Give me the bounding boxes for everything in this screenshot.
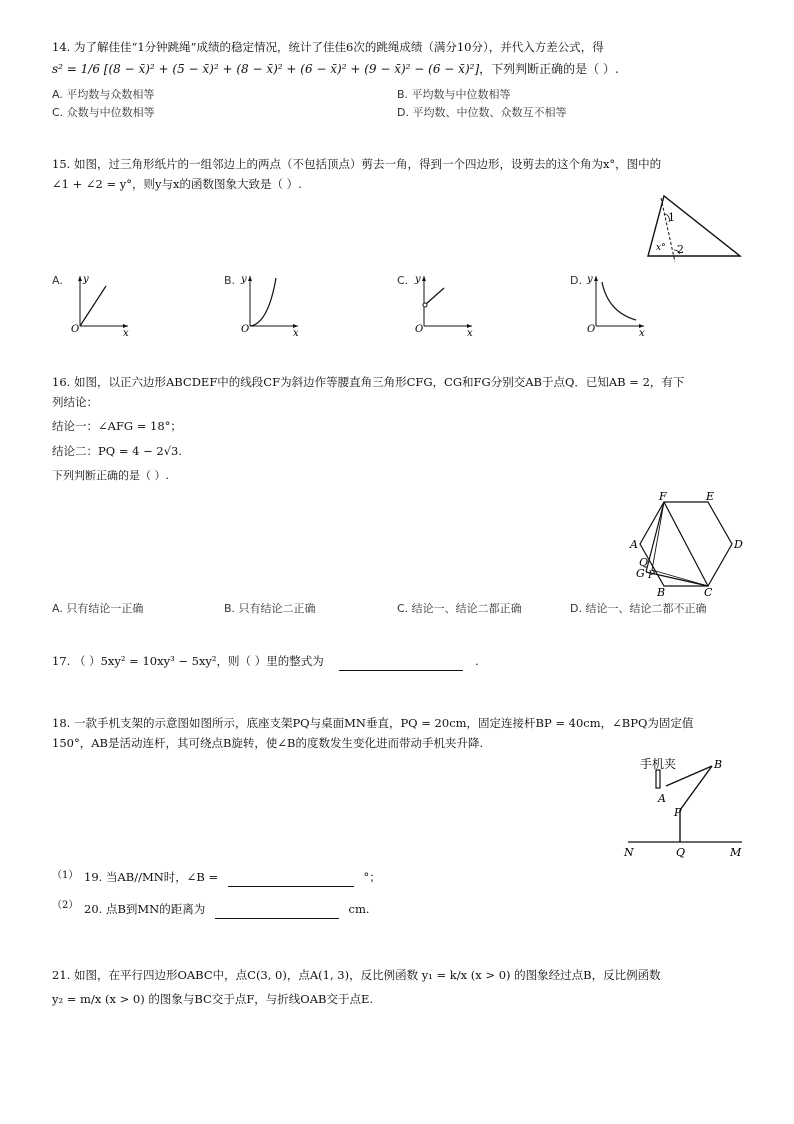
point-e-label: E	[706, 490, 715, 503]
graph-d-curve	[602, 282, 636, 320]
q15-stem: 15. 如图，过三角形纸片的一组邻边上的两点（不包括顶点）剪去一角，得到一个四边形，设剪去的这个角为x°，图中的	[52, 157, 662, 171]
graph-b-origin: O	[241, 324, 250, 335]
q14-option-c[interactable]: C. 众数与中位数相等	[52, 106, 155, 119]
segment-fg	[646, 502, 664, 572]
graph-a-curve	[80, 286, 106, 326]
q15-triangle-figure	[640, 192, 750, 264]
segment-cf	[664, 502, 708, 586]
q17-answer-blank[interactable]	[339, 656, 463, 671]
q18-sub2-number: （2）	[52, 900, 79, 911]
angle-2-label: 2	[677, 243, 684, 256]
q18-phone-stand-figure	[618, 754, 768, 860]
q15-stem-2: ∠1 + ∠2 = y°，则y与x的函数图象大致是（ ）.	[52, 177, 302, 191]
q16-hexagon-figure	[622, 490, 774, 600]
graph-d-y-label: y	[587, 274, 593, 285]
angle-x-label: x°	[656, 243, 666, 253]
q16-option-a[interactable]: A. 只有结论一正确	[52, 602, 144, 615]
point-f-label: F	[659, 490, 667, 503]
q16-conclusion-2: 结论二：PQ = 4 − 2√3.	[52, 444, 182, 458]
q16-option-c[interactable]: C. 结论一、结论二都正确	[397, 602, 522, 615]
graph-c-origin: O	[415, 324, 424, 335]
q14-option-a[interactable]: A. 平均数与众数相等	[52, 88, 155, 101]
graph-c-y-label: y	[415, 274, 421, 285]
point-d-label: D	[734, 538, 743, 551]
q14-tail: ，下列判断正确的是（ ）.	[479, 62, 619, 76]
q15-option-a[interactable]: A.	[52, 274, 63, 287]
q15-option-b[interactable]: B.	[224, 274, 236, 287]
point-b-label: B	[714, 758, 723, 771]
q15-graph-b	[236, 272, 302, 336]
q18-sub2-end: cm.	[348, 902, 370, 916]
graph-a-x-label: x	[123, 328, 129, 336]
point-g-label: G	[636, 567, 645, 580]
point-a-label: A	[658, 792, 666, 805]
q15-graph-a	[66, 272, 132, 336]
point-c-label: C	[704, 586, 713, 599]
graph-a-y-label: y	[83, 274, 89, 285]
q18-sub2-line	[84, 900, 370, 919]
q18-sub1-line	[84, 868, 381, 887]
graph-c-x-label: x	[467, 328, 473, 336]
point-a-label: A	[630, 538, 638, 551]
point-m-label: M	[730, 846, 742, 859]
q18-stem-2: 150°，AB是活动连杆，其可绕点B旋转，使∠B的度数发生变化进而带动手机夹升降.	[52, 736, 484, 750]
point-n-label: N	[624, 846, 634, 859]
graph-a-origin: O	[71, 324, 80, 335]
q17-line	[52, 652, 479, 671]
q16-prompt: 下列判断正确的是（ ）.	[52, 469, 169, 482]
q16-stem-2: 列结论：	[52, 395, 98, 409]
angle-1-label: 1	[668, 211, 675, 224]
q21-stem: 21. 如图，在平行四边形OABC中，点C(3, 0)，点A(1, 3)，反比例函数 y₁ = k/x (x > 0) 的图象经过点B，反比例函数	[52, 968, 661, 982]
q14-formula: s² = 1/6 [(8 − x̄)² + (5 − x̄)² + (8 − x̄)² + (6 − x̄)² + (9 − x̄)² − (6 − x̄)²]	[52, 62, 480, 76]
q15-option-c[interactable]: C.	[397, 274, 409, 287]
q16-option-d[interactable]: D. 结论一、结论二都不正确	[570, 602, 707, 615]
q14-formula-line	[52, 60, 619, 79]
q17-end: .	[475, 654, 479, 668]
q15-graph-c	[410, 272, 476, 336]
phone-clip-label: 手机夹	[640, 757, 677, 771]
q18-sub2-stem: 20. 点B到MN的距离为	[84, 902, 206, 916]
point-q-label: Q	[676, 846, 686, 859]
q15-option-d[interactable]: D.	[570, 274, 582, 287]
graph-c-curve	[426, 288, 444, 304]
q14-stem: 14. 为了解佳佳“1分钟跳绳”成绩的稳定情况，统计了佳佳6次的跳绳成绩（满分10分），并代入方差公式，得	[52, 40, 604, 54]
q18-sub2-answer-blank[interactable]	[215, 904, 339, 919]
point-q-label: Q	[639, 556, 649, 569]
graph-d-x-label: x	[639, 328, 645, 336]
q18-sub1-answer-blank[interactable]	[228, 872, 354, 887]
graph-c-open-point	[423, 303, 427, 307]
q18-stem: 18. 一款手机支架的示意图如图所示，底座支架PQ与桌面MN垂直，PQ = 20cm，固定连接杆BP = 40cm，∠BPQ为固定值	[52, 716, 694, 730]
segment-pc	[652, 570, 708, 586]
q18-sub1-stem: 19. 当AB//MN时，∠B =	[84, 870, 219, 884]
q16-stem: 16. 如图，以正六边形ABCDEF中的线段CF为斜边作等腰直角三角形CFG，CG和FG分别交AB于点Q．已知AB = 2，有下	[52, 375, 685, 389]
q16-option-b[interactable]: B. 只有结论二正确	[224, 602, 316, 615]
q15-graph-d	[582, 272, 648, 336]
segment-gc	[646, 572, 708, 586]
q14-option-d[interactable]: D. 平均数、中位数、众数互不相等	[397, 106, 567, 119]
point-b-label: B	[657, 586, 666, 599]
q21-stem-2: y₂ = m/x (x > 0) 的图象与BC交于点F，与折线OAB交于点E.	[52, 992, 374, 1006]
q14-option-b[interactable]: B. 平均数与中位数相等	[397, 88, 511, 101]
q18-sub1-number: （1）	[52, 870, 79, 881]
q17-stem: 17. （ ）5xy² = 10xy³ − 5xy²，则（ ）里的整式为	[52, 654, 324, 668]
point-p-label: P	[674, 806, 682, 819]
q18-sub1-end: °；	[363, 870, 381, 884]
point-p-label: P	[648, 570, 655, 581]
graph-b-x-label: x	[293, 328, 299, 336]
graph-b-y-label: y	[241, 274, 247, 285]
phone-clip-shape	[656, 770, 660, 788]
q16-conclusion-1: 结论一：∠AFG = 18°；	[52, 419, 182, 433]
graph-d-origin: O	[587, 324, 596, 335]
graph-b-curve	[250, 278, 276, 326]
